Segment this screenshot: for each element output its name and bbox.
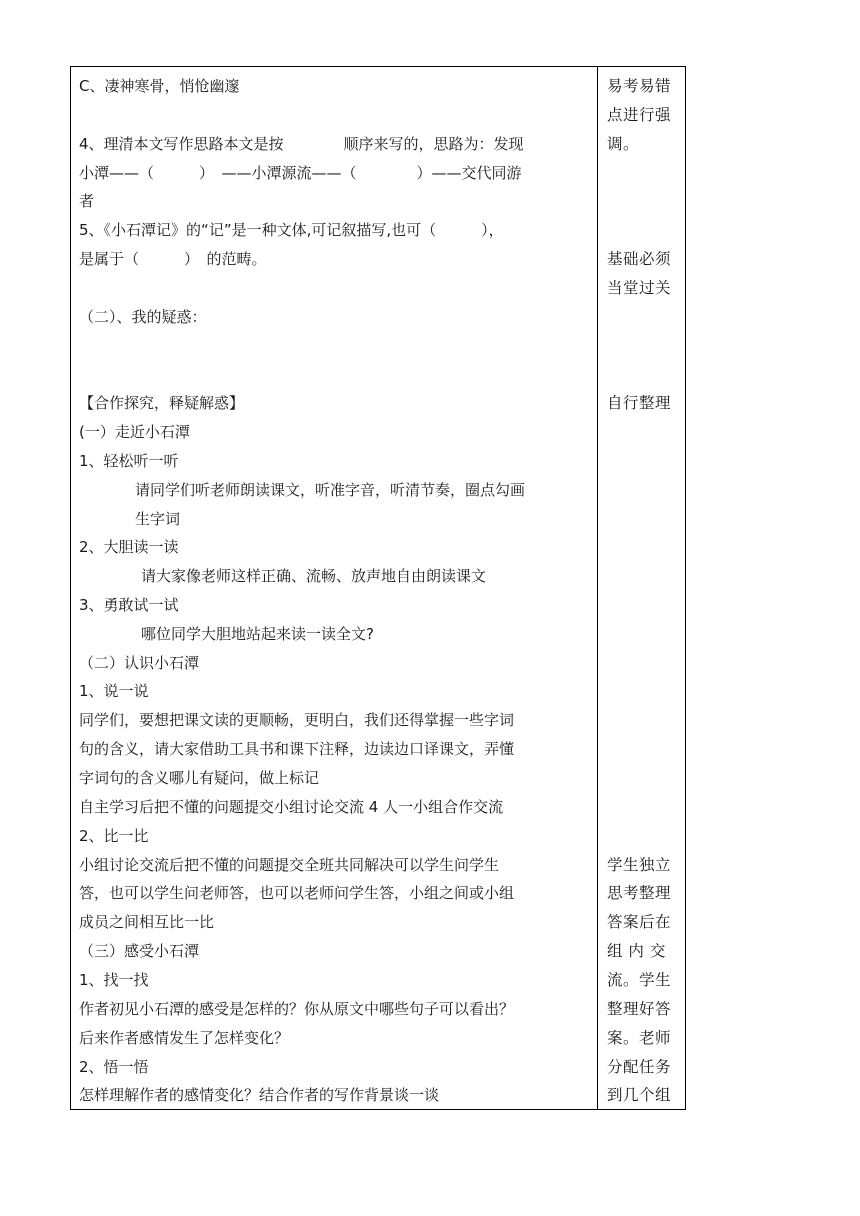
main-line: 同学们，要想把课文读的更顺畅，更明白，我们还得掌握一些字词 xyxy=(79,711,515,729)
main-line: 2、比一比 xyxy=(79,827,149,845)
note-line: 答案后在 xyxy=(607,913,672,931)
main-line: 后来作者感情发生了怎样变化？ xyxy=(79,1029,290,1047)
note-line: 自行整理 xyxy=(607,394,672,412)
main-line: 1、找一找 xyxy=(79,971,149,989)
column-divider xyxy=(597,67,598,1109)
section-heading: 【合作探究，释疑解惑】 xyxy=(79,394,245,412)
main-line: 者 xyxy=(79,192,95,210)
main-line: 句的含义，请大家借助工具书和课下注释，边读边口译课文，弄懂 xyxy=(79,740,515,758)
lesson-table xyxy=(70,66,686,1110)
note-line: 到几个组 xyxy=(607,1086,672,1104)
note-line: 基础必须 xyxy=(607,250,672,268)
main-line: 5、《小石潭记》的“记”是一种文体,可记叙描写,也可（ ）， xyxy=(79,221,504,239)
main-line: 请大家像老师这样正确、流畅、放声地自由朗读课文 xyxy=(141,567,487,585)
main-line: 2、悟一悟 xyxy=(79,1058,149,1076)
main-line: 生字词 xyxy=(135,510,181,528)
main-line: C、凄神寒骨，悄怆幽邃 xyxy=(79,77,240,95)
main-line: 1、轻松听一听 xyxy=(79,452,179,470)
main-line: 怎样理解作者的感情变化？结合作者的写作背景谈一谈 xyxy=(79,1086,440,1104)
main-line: 自主学习后把不懂的问题提交小组讨论交流 4 人一小组合作交流 xyxy=(79,798,504,816)
note-line: 当堂过关 xyxy=(607,279,672,297)
note-line: 整理好答 xyxy=(607,1000,672,1018)
note-line: 组 内 交 xyxy=(607,942,666,960)
main-line: 请同学们听老师朗读课文，听准字音，听清节奏，圈点勾画 xyxy=(135,481,526,499)
note-line: 调。 xyxy=(607,135,640,153)
main-line: 3、勇敢试一试 xyxy=(79,596,179,614)
main-line: （二）认识小石潭 xyxy=(79,654,200,672)
section-heading: （二）、我的疑惑： xyxy=(79,308,207,326)
main-line: (一）走近小石潭 xyxy=(79,423,190,441)
main-line: 答，也可以学生问老师答，也可以老师问学生答，小组之间或小组 xyxy=(79,884,515,902)
main-line: 1、说一说 xyxy=(79,682,149,700)
note-line: 案。老师 xyxy=(607,1029,672,1047)
main-line: 小潭——（ ） ——小潭源流——（ ）——交代同游 xyxy=(79,164,522,182)
main-line: 字词句的含义哪儿有疑问，做上标记 xyxy=(79,769,320,787)
note-line: 分配任务 xyxy=(607,1058,672,1076)
main-line: 成员之间相互比一比 xyxy=(79,913,215,931)
note-line: 流。学生 xyxy=(607,971,672,989)
main-line: 4、理清本文写作思路本文是按 顺序来写的，思路为：发现 xyxy=(79,135,524,153)
note-line: 思考整理 xyxy=(607,884,672,902)
note-line: 学生独立 xyxy=(607,856,672,874)
main-line: 是属于（ ） 的范畴。 xyxy=(79,250,267,268)
main-line: （三）感受小石潭 xyxy=(79,942,200,960)
main-line: 小组讨论交流后把不懂的问题提交全班共同解决可以学生问学生 xyxy=(79,856,500,874)
note-line: 点进行强 xyxy=(607,106,672,124)
main-line: 2、大胆读一读 xyxy=(79,538,179,556)
main-line: 作者初见小石潭的感受是怎样的？你从原文中哪些句子可以看出？ xyxy=(79,1000,515,1018)
note-line: 易考易错 xyxy=(607,77,672,95)
main-line: 哪位同学大胆地站起来读一读全文? xyxy=(141,625,374,643)
